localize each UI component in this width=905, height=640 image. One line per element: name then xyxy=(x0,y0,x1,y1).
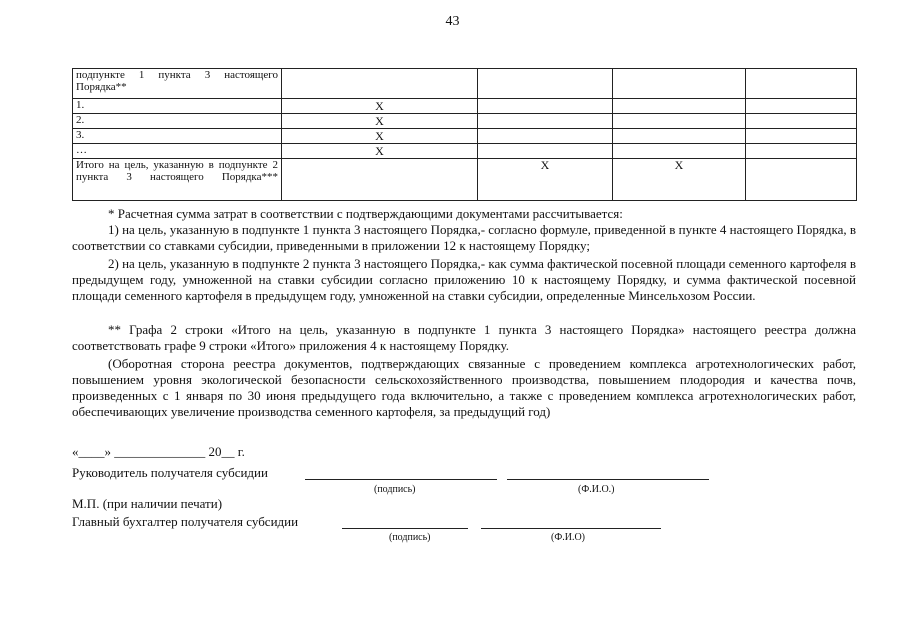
table-cell xyxy=(613,99,746,114)
table-row xyxy=(73,129,857,144)
table-cell xyxy=(746,69,857,99)
table-cell xyxy=(746,144,857,159)
table-cell xyxy=(478,114,613,129)
row-label: подпункте 1 пункта 3 настоящего Порядка** xyxy=(73,69,282,99)
table-row xyxy=(73,99,857,114)
table-cell: X xyxy=(478,159,613,201)
table-cell xyxy=(613,144,746,159)
note-intro: * Расчетная сумма затрат в соответствии с подтверждающими документами рассчитывается: xyxy=(108,206,623,221)
table-cell: X xyxy=(282,99,478,114)
table-cell: X xyxy=(282,144,478,159)
row-label: 3. xyxy=(73,129,282,144)
accountant-name-caption: (Ф.И.О) xyxy=(551,532,586,543)
note-double-asterisk: ** Графа 2 строки «Итого на цель, указанную в подпункте 1 пункта 3 настоящего Порядка» настоящего реестра должна соответствовать графе 9 строки «Итого» приложения 4 к настоящему Порядку. xyxy=(72,322,856,353)
table-cell xyxy=(613,129,746,144)
accountant-signature-line xyxy=(342,528,468,529)
table-cell xyxy=(746,114,857,129)
head-name-caption: (Ф.И.О.) xyxy=(578,484,615,495)
table-row xyxy=(73,114,857,129)
table-cell xyxy=(478,129,613,144)
table-cell xyxy=(746,159,857,201)
head-label: Руководитель получателя субсидии xyxy=(72,465,268,480)
table-cell: X xyxy=(282,129,478,144)
note-item-1: 1) на цель, указанную в подпункте 1 пункта 3 настоящего Порядка,- согласно формуле, приведенной в пункте 4 настоящего Порядка, в соответствии со ставками субсидии, приведенными в приложении 12 к настоящему Порядку; xyxy=(72,222,856,253)
table-cell xyxy=(613,114,746,129)
head-sign-caption: (подпись) xyxy=(374,484,416,495)
table-cell xyxy=(746,129,857,144)
seal-note: М.П. (при наличии печати) xyxy=(72,496,223,511)
accountant-sign-caption: (подпись) xyxy=(389,532,431,543)
table-row xyxy=(73,159,857,201)
table-cell xyxy=(746,99,857,114)
accountant-label: Главный бухгалтер получателя субсидии xyxy=(72,514,299,529)
head-name-line xyxy=(507,479,709,480)
row-label: Итого на цель, указанную в подпункте 2 пункта 3 настоящего Порядка*** xyxy=(73,159,282,201)
row-label: 1. xyxy=(73,99,282,114)
table-cell xyxy=(478,144,613,159)
table-cell: X xyxy=(282,114,478,129)
date-line: «____» ______________ 20__ г. xyxy=(72,444,245,459)
row-label: 2. xyxy=(73,114,282,129)
table-cell xyxy=(478,99,613,114)
note-item-2: 2) на цель, указанную в подпункте 2 пункта 3 настоящего Порядка,- как сумма фактической посевной площади семенного картофеля в предыдущем году, умноженной на ставки субсидии согласно приложению 10 к настоящему Порядку, и сумма фактической посевной площади семенного картофеля в предыдущем году, умноженной на ставки субсидии, определенные Минсельхозом России. xyxy=(72,256,856,303)
row-label: … xyxy=(73,144,282,159)
note-reverse-side: (Оборотная сторона реестра документов, подтверждающих связанные с проведением комплекса агротехнологических работ, повышением уровня экологической безопасности сельскохозяйственного производства, повышением плодородия и качества почв, произведенных с 1 января по 30 июня предыдущего года включительно, а также с проведением комплекса агротехнологических работ, обеспечивающих увеличение производства семенного картофеля, за предыдущий год) xyxy=(72,356,856,419)
head-signature-line xyxy=(305,479,497,480)
table-cell xyxy=(282,159,478,201)
page-number: 43 xyxy=(445,14,460,29)
table-cell xyxy=(478,69,613,99)
register-table xyxy=(72,68,857,201)
table-cell xyxy=(613,69,746,99)
table-row xyxy=(73,69,857,99)
table-cell xyxy=(282,69,478,99)
table-cell: X xyxy=(613,159,746,201)
accountant-name-line xyxy=(481,528,661,529)
table-row xyxy=(73,144,857,159)
